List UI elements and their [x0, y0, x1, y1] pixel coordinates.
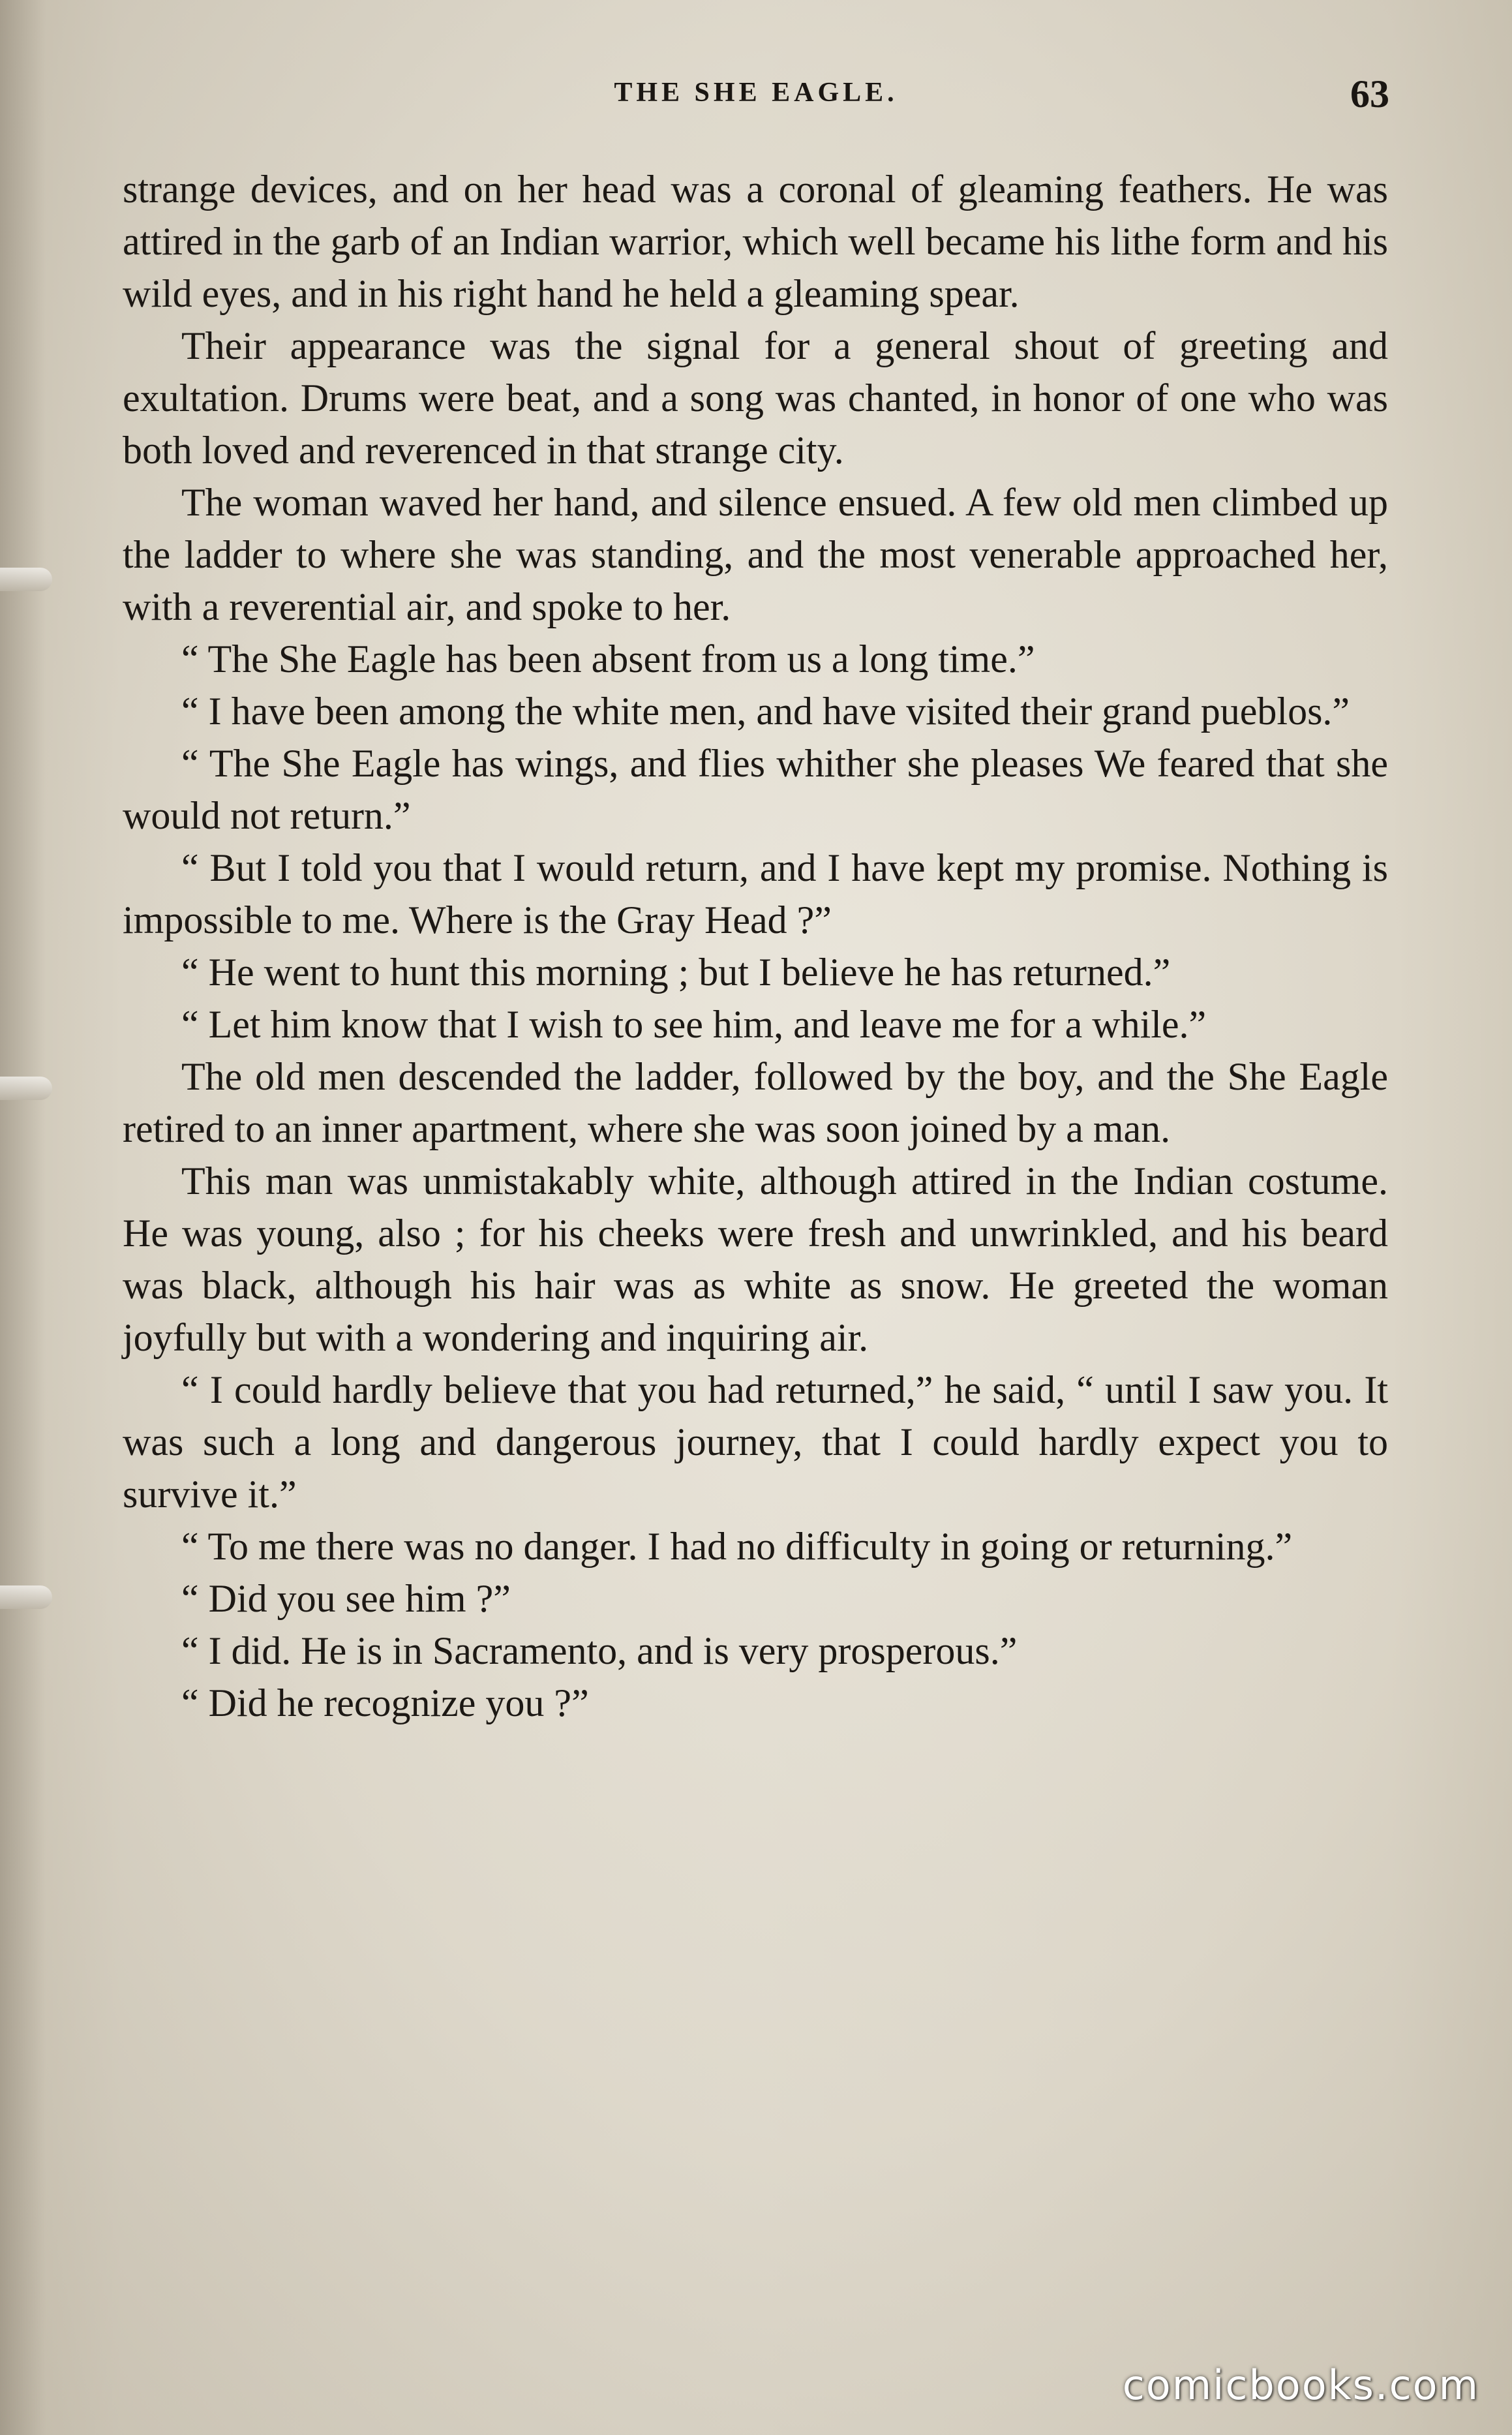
- paragraph: This man was unmistakably white, although attired in the Indian costume. He was young, also ; for his cheeks were fresh and unwrinkled, and his beard was black, although his hair was as white as snow. He greeted the woman joyfully but with a wondering and inquiring air.: [123, 1159, 1388, 1359]
- body-text: [123, 163, 1388, 1729]
- spine-shadow: [0, 0, 46, 2435]
- paragraph: Their appearance was the signal for a general shout of greeting and exultation. Drums were beat, and a song was chanted, in honor of one who was both loved and reverenced in that strange city.: [123, 324, 1388, 472]
- page-header: [0, 72, 1512, 116]
- paragraph: “ The She Eagle has wings, and flies whither she pleases We feared that she would not return.”: [123, 742, 1388, 837]
- paragraph: “ To me there was no danger. I had no difficulty in going or returning.”: [181, 1525, 1293, 1568]
- paragraph: “ Let him know that I wish to see him, and leave me for a while.”: [181, 1003, 1207, 1046]
- paragraph: “ The She Eagle has been absent from us a long time.”: [181, 637, 1035, 681]
- staple-mark: [0, 1077, 52, 1100]
- paragraph: The woman waved her hand, and silence ensued. A few old men climbed up the ladder to where she was standing, and the most venerable approached her, with a reverential air, and spoke to her.: [123, 481, 1388, 628]
- paragraph: “ Did you see him ?”: [181, 1577, 511, 1620]
- paragraph: “ But I told you that I would return, and I have kept my promise. Nothing is impossible to me. Where is the Gray Head ?”: [123, 846, 1388, 942]
- paragraph: “ He went to hunt this morning ; but I believe he has returned.”: [181, 951, 1171, 994]
- paragraph: The old men descended the ladder, followed by the boy, and the She Eagle retired to an inner apartment, where she was soon joined by a man.: [123, 1055, 1388, 1150]
- paragraph: “ Did he recognize you ?”: [181, 1681, 589, 1724]
- paragraph: “ I have been among the white men, and have visited their grand pueblos.”: [181, 690, 1350, 733]
- paragraph: strange devices, and on her head was a coronal of gleaming feathers. He was attired in the garb of an Indian warrior, which well became his lithe form and his wild eyes, and in his right hand he held a gleaming spear.: [123, 168, 1388, 315]
- staple-mark: [0, 1585, 52, 1609]
- running-head: THE SHE EAGLE.: [614, 78, 898, 108]
- staple-mark: [0, 568, 52, 591]
- paragraph: “ I did. He is in Sacramento, and is very prosperous.”: [181, 1629, 1018, 1672]
- page-number: 63: [1350, 72, 1389, 115]
- paragraph: “ I could hardly believe that you had returned,” he said, “ until I saw you. It was such a long and dangerous journey, that I could hardly expect you to survive it.”: [123, 1368, 1388, 1516]
- watermark: comicbooks.com: [1122, 2361, 1479, 2409]
